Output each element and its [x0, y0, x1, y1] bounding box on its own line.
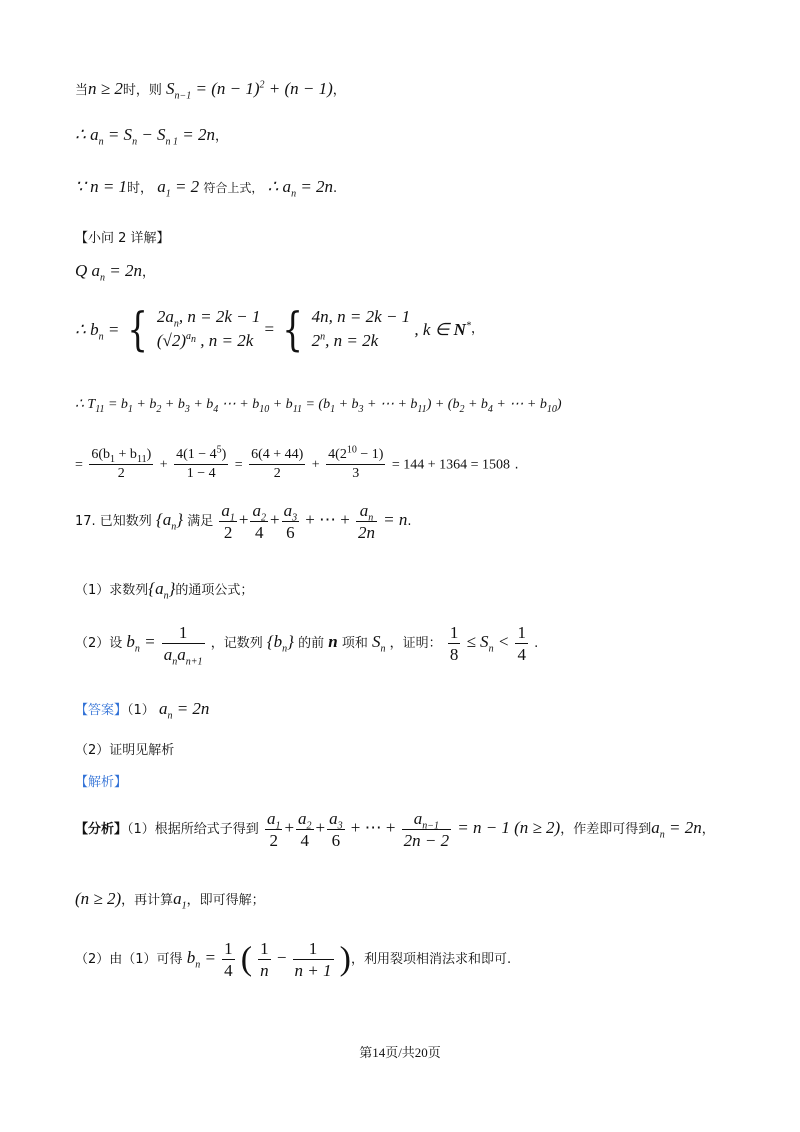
denominator: 3	[352, 466, 360, 481]
math: Q $a_n = 2n$	[75, 261, 143, 284]
numerator: 1	[449, 623, 459, 642]
math: (n ≥ 2)	[514, 818, 561, 837]
denominator: 2	[273, 466, 281, 481]
math: , k ∈ N*	[414, 319, 471, 339]
text: 时，	[127, 181, 154, 196]
plus: +	[315, 818, 326, 837]
text: （2）由（1）可得	[75, 952, 183, 967]
line-s-n-minus-1	[75, 79, 346, 102]
plus: +	[238, 510, 249, 529]
fraction	[250, 502, 268, 541]
cases-block	[312, 305, 411, 353]
numerator: $a_1$	[266, 809, 281, 832]
line-check-n1	[75, 177, 338, 200]
text: 时，则	[122, 83, 162, 98]
equals: =	[75, 457, 83, 473]
text: 的前	[298, 636, 325, 651]
numerator: $a_{n-1}$	[402, 810, 451, 830]
numerator: 1	[224, 939, 233, 958]
case-row: $(√2)^{a_n}$ , n = 2k	[156, 331, 254, 350]
math: ∴ $a_n = 2n$	[267, 177, 334, 200]
math: $\{b_n\}$	[266, 632, 294, 655]
fraction	[219, 502, 237, 541]
text: ，证明：	[389, 636, 442, 651]
fraction	[249, 448, 305, 481]
denominator: 2	[269, 831, 278, 850]
denominator: 2	[117, 466, 125, 481]
fraction	[293, 940, 334, 979]
denominator: $a_na_{n+1}$	[163, 645, 203, 668]
math: $a_1$	[173, 889, 187, 912]
math: ∴ $a_n = S_n - S_{n 1} = 2n$	[75, 125, 216, 148]
cases-block	[157, 305, 261, 353]
denominator: 4	[224, 961, 233, 980]
text: 的通项公式；	[175, 583, 254, 598]
fenxi-line	[75, 810, 715, 849]
denominator: 2n	[358, 523, 376, 542]
fraction	[162, 623, 205, 668]
numerator: 1	[260, 939, 269, 958]
denominator: 2	[223, 523, 233, 542]
denominator: n	[260, 961, 269, 980]
math: $b_n$ =	[126, 632, 156, 655]
denominator: 6	[331, 831, 341, 850]
numerator: $a_3$	[329, 809, 343, 832]
text: 当	[75, 83, 89, 98]
math: $S_n$	[372, 632, 386, 655]
fraction	[89, 448, 153, 481]
right-paren: )	[339, 940, 351, 978]
fraction-sum	[217, 501, 301, 542]
math: $\{a_n\}$	[155, 510, 184, 533]
question-number: 17. 已知数列	[75, 514, 152, 529]
answer-line	[75, 699, 210, 722]
line-t11-value	[75, 444, 519, 481]
math: = 144 + 1364 = 1508	[391, 457, 511, 473]
numerator: $a_2$	[252, 501, 266, 524]
text: .	[333, 181, 338, 196]
fenxi-part-2	[75, 940, 511, 979]
denominator: 4	[517, 645, 526, 664]
math: $a_n = 2n$	[158, 699, 210, 722]
fraction-sum	[263, 809, 347, 850]
plus: +	[159, 457, 168, 473]
text: ，利用裂项相消法求和即可.	[351, 952, 512, 967]
math: = n − 1	[457, 818, 510, 837]
text: （1）求数列	[75, 583, 149, 598]
plus: +	[284, 818, 295, 837]
denominator: 8	[449, 645, 459, 664]
ellipsis-plus: + ⋯ +	[350, 818, 396, 837]
analysis-label: 【解析】	[75, 775, 128, 790]
line-bn-piecewise	[75, 302, 484, 356]
denominator: n + 1	[294, 961, 332, 980]
numerator: $a_n$	[356, 502, 377, 522]
question-17	[75, 502, 412, 541]
text: .	[514, 457, 519, 473]
denominator: 2n − 2	[403, 831, 450, 850]
text: 项和	[341, 636, 368, 651]
question-17-part-2	[75, 623, 539, 668]
numerator: $4(1 - 4^5)$	[174, 448, 228, 465]
sub-question-2-heading: 【小问 2 详解】	[75, 231, 170, 246]
math: (n ≥ 2)	[75, 889, 122, 908]
plus: +	[311, 457, 320, 473]
math: ∵ n = 1	[75, 177, 128, 196]
fraction	[448, 624, 461, 663]
left-brace: {	[282, 302, 304, 356]
math: $a_1 = 2$	[157, 177, 200, 200]
plus: +	[269, 510, 280, 529]
case-row: $2a_n$, n = 2k − 1	[156, 307, 261, 330]
ellipsis-plus: + ⋯ +	[305, 510, 350, 529]
math: $\{a_n\}$	[148, 579, 176, 602]
text: ，	[470, 321, 484, 337]
case-row: 4n, n = 2k − 1	[311, 307, 411, 326]
denominator: 4	[254, 523, 264, 542]
text: .	[407, 514, 412, 529]
fraction	[326, 444, 385, 481]
denominator: 1 − 4	[186, 466, 216, 481]
fraction	[174, 444, 228, 481]
fraction	[327, 810, 345, 849]
numerator: 1	[293, 940, 334, 960]
numerator: 6(4 + 44)	[249, 448, 305, 465]
fraction	[402, 810, 451, 849]
case-row: 2$^n$, n = 2k	[311, 331, 379, 350]
fraction	[222, 940, 235, 979]
math: = n	[383, 510, 408, 529]
math: $a_n = 2n$	[651, 818, 702, 841]
text: ，	[142, 265, 156, 280]
question-17-part-1	[75, 579, 254, 602]
numerator: 1	[162, 624, 205, 644]
text: ，记数列	[210, 636, 263, 651]
text: ，	[701, 822, 715, 837]
text: ，	[332, 83, 346, 98]
math: n	[328, 632, 338, 651]
text: （1）	[127, 703, 155, 718]
text: 符合上式，	[203, 181, 264, 195]
text: （1）根据所给式子得到	[127, 822, 259, 837]
left-brace: {	[127, 302, 149, 356]
text: ，再计算	[121, 893, 174, 908]
line-a-n-derivation	[75, 125, 229, 148]
text: .	[534, 636, 539, 651]
text: ，	[215, 129, 229, 144]
numerator: $a_1$	[221, 501, 235, 524]
numerator: $a_3$	[283, 501, 298, 524]
fraction	[296, 810, 314, 849]
math: $S_{n-1} = (n - 1)^2 + (n - 1)$	[166, 79, 333, 102]
fraction	[282, 502, 300, 541]
answer-label: 【答案】	[75, 703, 128, 718]
numerator: 1	[517, 623, 526, 642]
math: ∴ $T_{11} = b_1 + b_2 + b_3 + b_4$ ⋯ + $b_{10} + b_{11} = (b_1 + b_3$ + ⋯ + $b_{11}) + (b_2 + b_4$ + ⋯ + $b_{10}$)	[75, 397, 562, 415]
fraction	[356, 502, 377, 541]
answer-part-2: （2）证明见解析	[75, 743, 175, 758]
numerator: $6(b_1 + b_{11})$	[91, 447, 152, 465]
fraction	[258, 940, 271, 979]
line-since-an	[75, 261, 156, 284]
numerator: $4(2^{10} - 1)$	[326, 448, 385, 465]
text: ，作差即可得到	[560, 822, 652, 837]
fraction	[265, 810, 283, 849]
left-paren: (	[240, 940, 253, 978]
numerator: $a_2$	[298, 809, 312, 832]
math: n ≥ 2	[88, 79, 123, 98]
math: $b_n$ =	[186, 948, 216, 971]
line-t11-grouping	[75, 397, 562, 415]
equals: =	[234, 457, 243, 473]
text: （2）设	[75, 636, 123, 651]
minus: −	[276, 948, 287, 967]
equals: =	[264, 319, 275, 339]
text: ，即可得解；	[186, 893, 265, 908]
fenxi-label: 【分析】	[75, 822, 128, 837]
denominator: 6	[286, 523, 295, 542]
page-footer: 第14页/共20页	[359, 1045, 441, 1060]
denominator: 4	[300, 831, 310, 850]
fraction	[515, 624, 528, 663]
math: ∴ $b_n$ =	[75, 319, 120, 342]
fenxi-continuation	[75, 889, 265, 912]
text: 满足	[187, 514, 214, 529]
math: ≤ $S_n$ <	[466, 632, 510, 655]
